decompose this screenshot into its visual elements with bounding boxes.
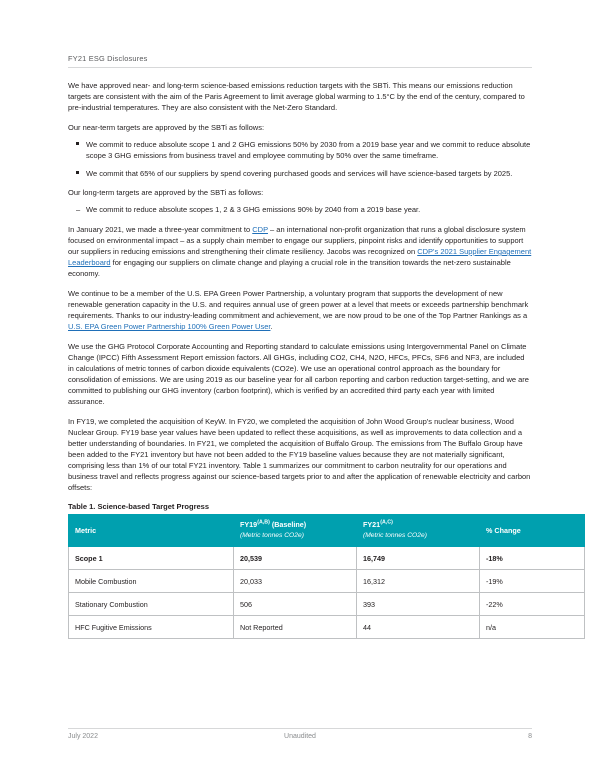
column-header-fy19 — [234, 515, 357, 547]
paragraph-acquisitions: In FY19, we completed the acquisition of KeyW. In FY20, we completed the acquisition of John Wood Group's nuclear business, Wood Nuclear Group. FY19 base year values have been updated to reflect these acquisitions, as well as improvements to data collection and a better understanding of boundaries. In FY21, we completed the acquisition of Buffalo Group. The emissions from The Buffalo Group have been added to the FY21 inventory but have not been added to the FY19 baseline values because they are not materially significant, comprising less than 1% of our total FY21 inventory. Table 1 summarizes our commitment to carbon neutrality for our operations and business travel and reflects progress against our science-based targets prior to and after the application of renewable electricity and carbon offsets: — [68, 416, 531, 493]
list-item-label: We commit to reduce absolute scope 1 and 2 GHG emissions 50% by 2030 from a 2019 base year and we commit to reduce absolute scope 3 GHG emissions from business travel and employee commuting by 50% over the same timeframe. — [86, 139, 531, 160]
column-header-fy21-sup: (A,C) — [380, 520, 393, 527]
list-item — [68, 168, 532, 179]
cell-change: -18% — [480, 547, 585, 570]
list-item — [68, 204, 532, 215]
paragraph-ghg-protocol: We use the GHG Protocol Corporate Accounting and Reporting standard to calculate emissions using Intergovernmental Panel on Climate Change (IPCC) Fifth Assessment Report emission factors. All GHGs, including CO2, CH4, N2O, HFCs, PFCs, SF6 and NF3, are included in calculations of metric tonnes of carbon dioxide equivalents (CO2e). We use an operational control approach as the boundary for consolidation of emissions. We are using 2019 as our baseline year for all carbon reporting and carbon reduction target-setting, and we are committed to publishing our GHG inventory (carbon footprint), which is verified by an accredited third party each year with limited assurance. — [68, 341, 529, 407]
cdp-text-2: – an international non-profit organization that runs a global disclosure system focused on environmental impact – as a supply chain member to engage our suppliers, pinpoint risks and identify opportunities to support our suppliers in reducing emissions and strengthening their climate resiliency. Jacobs was recognized on — [68, 224, 526, 257]
cell-change: n/a — [480, 616, 585, 639]
cdp-supplier-leaderboard-link[interactable]: CDP's 2021 Supplier Engagement Leaderboard — [68, 247, 532, 268]
paragraph-sbti-intro: We have approved near- and long-term science-based emissions reduction targets with the SBTi. This means our emissions reduction targets are consistent with the aim of the Paris Agreement to limit average global warming to 1.5°C by the end of the century, compared to pre-industrial temperatures. They are also consistent with the Net-Zero Standard. — [68, 81, 525, 113]
table-row — [69, 570, 585, 593]
bullet-square-icon — [76, 142, 79, 145]
cell-fy21: 44 — [357, 616, 480, 639]
footer-divider — [68, 728, 532, 729]
column-header-fy19-tail: (Baseline) — [269, 520, 307, 530]
epa-green-power-link[interactable]: U.S. EPA Green Power Partnership 100% Green Power User — [68, 322, 271, 332]
table-row — [69, 593, 585, 616]
cell-fy19: 506 — [234, 593, 357, 616]
column-header-change — [480, 515, 585, 547]
science-based-target-table — [68, 514, 585, 639]
column-header-fy21 — [357, 515, 480, 547]
footer-status: Unaudited — [284, 733, 316, 740]
column-header-fy19-sub: (Metric tonnes CO2e) — [240, 531, 304, 539]
cell-fy21: 16,749 — [357, 547, 480, 570]
green-power-text-1: We continue to be a member of the U.S. EPA Green Power Partnership, a voluntary program that supports the development of new renewable generation capacity in the U.S. and requires annual use of green power at a level that meets or exceeds partnership benchmark requirements. Thanks to our industry-leading commitment and achievement, we are now proud to be one of the Top Partner Rankings as a — [68, 288, 529, 320]
cell-fy19: 20,539 — [234, 547, 357, 570]
cell-fy21: 393 — [357, 593, 480, 616]
paragraph-long-term-lead: Our long-term targets are approved by the SBTi as follows: — [68, 188, 264, 198]
cdp-text-1: In January 2021, we made a three-year commitment to — [68, 224, 253, 234]
cell-fy19: 20,033 — [234, 570, 357, 593]
cell-metric: Scope 1 — [69, 547, 234, 570]
list-item-label: We commit to reduce absolute scopes 1, 2 & 3 GHG emissions 90% by 2040 from a 2019 base year. — [86, 205, 421, 215]
paragraph-green-power — [68, 288, 532, 332]
cell-metric: Stationary Combustion — [69, 593, 234, 616]
table-body — [69, 547, 585, 639]
cell-fy19: Not Reported — [234, 616, 357, 639]
column-header-metric-label: Metric — [75, 525, 97, 535]
cell-fy21: 16,312 — [357, 570, 480, 593]
paragraph-cdp — [68, 224, 532, 279]
bullet-dash-icon: – — [76, 205, 81, 215]
table-row — [69, 616, 585, 639]
cell-change: -22% — [480, 593, 585, 616]
near-term-target-list — [68, 139, 532, 179]
green-power-text-2: . — [270, 322, 273, 332]
page-content — [68, 80, 532, 639]
page-header: FY21 ESG Disclosures — [68, 54, 148, 63]
bullet-square-icon — [76, 171, 79, 174]
header-divider — [68, 67, 532, 68]
cell-change: -19% — [480, 570, 585, 593]
list-item — [68, 139, 532, 161]
long-term-target-list — [68, 204, 532, 215]
list-item-label: We commit that 65% of our suppliers by spend covering purchased goods and services will have science-based targets by 2025. — [86, 168, 513, 178]
column-header-fy19-label: FY19 — [240, 520, 258, 530]
cell-metric: Mobile Combustion — [69, 570, 234, 593]
footer-date: July 2022 — [68, 733, 98, 740]
table-header-row — [69, 515, 585, 547]
column-header-fy21-sub: (Metric tonnes CO2e) — [363, 531, 427, 539]
column-header-metric — [69, 515, 234, 547]
column-header-change-label: % Change — [486, 525, 521, 535]
table-caption: Table 1. Science-based Target Progress — [68, 501, 210, 511]
footer-page-number: 8 — [528, 733, 532, 740]
column-header-fy21-label: FY21 — [363, 520, 381, 530]
table-header — [69, 515, 585, 547]
column-header-fy19-sup: (A,B) — [257, 520, 270, 527]
paragraph-near-term-lead: Our near-term targets are approved by the SBTi as follows: — [68, 122, 265, 132]
cdp-link[interactable]: CDP — [252, 224, 268, 234]
cell-metric: HFC Fugitive Emissions — [69, 616, 234, 639]
cdp-text-3: for engaging our suppliers on climate change and playing a crucial role in the transition towards the net-zero sustainable economy. — [68, 258, 511, 279]
table-row — [69, 547, 585, 570]
